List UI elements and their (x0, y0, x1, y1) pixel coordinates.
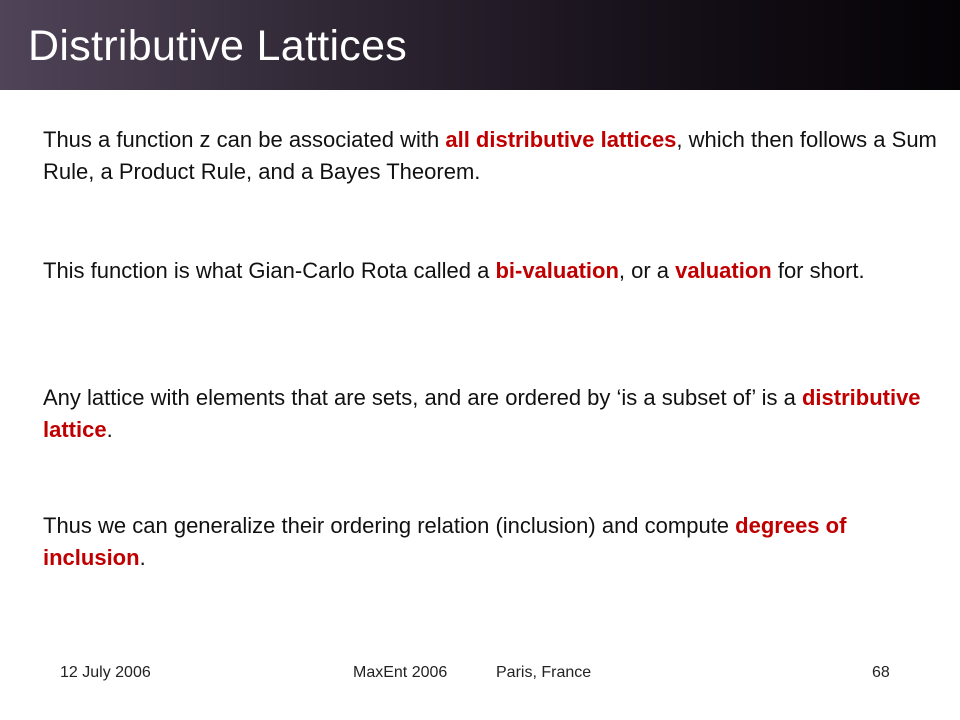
footer-date: 12 July 2006 (60, 664, 151, 681)
paragraph-degrees-of-inclusion (43, 510, 938, 574)
paragraph-function-z (43, 124, 938, 188)
text-run: Thus a function z can be associated with (43, 127, 446, 152)
text-run: . (139, 545, 146, 570)
text-run: for short. (771, 258, 865, 283)
title-bar (0, 0, 960, 90)
paragraph-bi-valuation (43, 255, 938, 287)
highlight-term: degrees of inclusion (43, 513, 847, 570)
text-run: This function is what Gian-Carlo Rota called a (43, 258, 496, 283)
footer-location: Paris, France (496, 664, 592, 681)
paragraph-set-lattice (43, 382, 938, 446)
highlight-term: all distributive lattices (445, 127, 677, 152)
slide-title: Distributive Lattices (28, 22, 408, 70)
highlight-term: valuation (675, 258, 772, 283)
text-run: . (106, 417, 113, 442)
footer-page-number: 68 (872, 664, 890, 681)
text-run: , which then follows a Sum Rule, a Product Rule, and a Bayes Theorem. (43, 127, 937, 184)
text-run: Thus we can generalize their ordering relation (inclusion) and compute (43, 513, 736, 538)
text-run: , or a (618, 258, 676, 283)
footer-conference: MaxEnt 2006 (353, 664, 448, 681)
highlight-term: bi-valuation (495, 258, 619, 283)
highlight-term: distributive lattice (43, 385, 921, 442)
text-run: Any lattice with elements that are sets, and are ordered by ‘is a subset of’ is a (43, 385, 802, 410)
